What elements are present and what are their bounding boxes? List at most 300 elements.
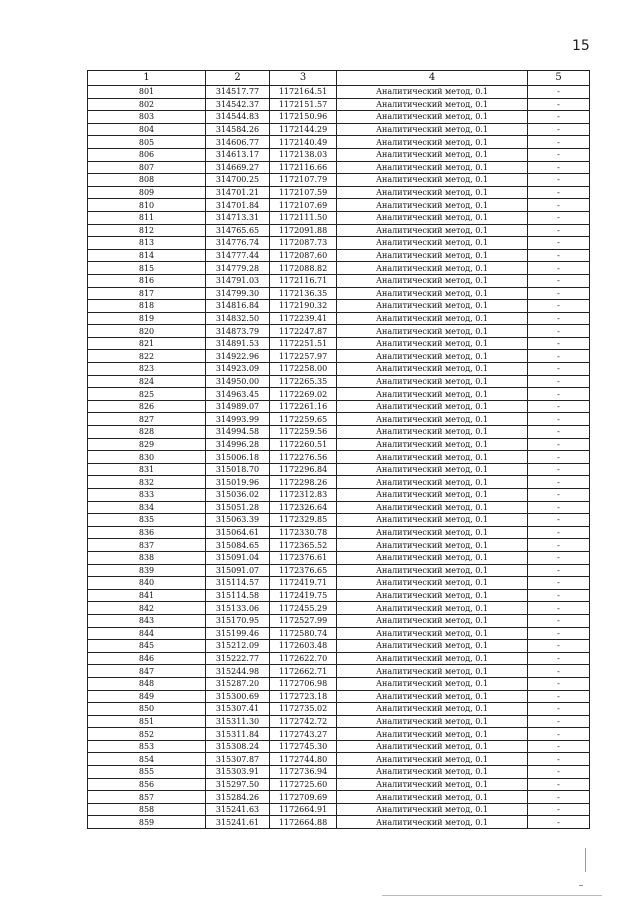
x-coordinate-cell: 314700.25: [206, 174, 270, 187]
note-cell: -: [528, 262, 590, 275]
note-cell: -: [528, 539, 590, 552]
note-cell: -: [528, 514, 590, 527]
y-coordinate-cell: 1172136.35: [270, 287, 337, 300]
point-number-cell: 851: [88, 715, 206, 728]
y-coordinate-cell: 1172742.72: [270, 715, 337, 728]
method-cell: Аналитический метод, 0.1: [337, 665, 528, 678]
x-coordinate-cell: 315212.09: [206, 640, 270, 653]
table-row: [88, 161, 590, 174]
point-number-cell: 829: [88, 438, 206, 451]
method-cell: Аналитический метод, 0.1: [337, 300, 528, 313]
y-coordinate-cell: 1172725.60: [270, 778, 337, 791]
y-coordinate-cell: 1172116.66: [270, 161, 337, 174]
y-coordinate-cell: 1172735.02: [270, 703, 337, 716]
method-cell: Аналитический метод, 0.1: [337, 816, 528, 829]
x-coordinate-cell: 315114.58: [206, 589, 270, 602]
point-number-cell: 819: [88, 312, 206, 325]
y-coordinate-cell: 1172527.99: [270, 614, 337, 627]
x-coordinate-cell: 314584.26: [206, 123, 270, 136]
y-coordinate-cell: 1172251.51: [270, 337, 337, 350]
method-cell: Аналитический метод, 0.1: [337, 652, 528, 665]
note-cell: -: [528, 249, 590, 262]
table-header: [88, 71, 590, 86]
y-coordinate-cell: 1172116.71: [270, 274, 337, 287]
scan-mark-dot: [579, 885, 583, 886]
table-row: [88, 136, 590, 149]
table-row: [88, 602, 590, 615]
note-cell: -: [528, 766, 590, 779]
point-number-cell: 843: [88, 614, 206, 627]
point-number-cell: 805: [88, 136, 206, 149]
note-cell: -: [528, 375, 590, 388]
note-cell: -: [528, 791, 590, 804]
x-coordinate-cell: 315307.41: [206, 703, 270, 716]
x-coordinate-cell: 315051.28: [206, 501, 270, 514]
table-row: [88, 388, 590, 401]
point-number-cell: 855: [88, 766, 206, 779]
note-cell: -: [528, 98, 590, 111]
note-cell: -: [528, 602, 590, 615]
point-number-cell: 803: [88, 111, 206, 124]
x-coordinate-cell: 314832.50: [206, 312, 270, 325]
x-coordinate-cell: 314713.31: [206, 211, 270, 224]
y-coordinate-cell: 1172107.59: [270, 186, 337, 199]
y-coordinate-cell: 1172087.73: [270, 237, 337, 250]
y-coordinate-cell: 1172709.69: [270, 791, 337, 804]
table-row: [88, 438, 590, 451]
x-coordinate-cell: 315018.70: [206, 463, 270, 476]
y-coordinate-cell: 1172269.02: [270, 388, 337, 401]
method-cell: Аналитический метод, 0.1: [337, 211, 528, 224]
table-row: [88, 690, 590, 703]
point-number-cell: 853: [88, 740, 206, 753]
note-cell: -: [528, 463, 590, 476]
method-cell: Аналитический метод, 0.1: [337, 589, 528, 602]
x-coordinate-cell: 314989.07: [206, 400, 270, 413]
point-number-cell: 836: [88, 526, 206, 539]
method-cell: Аналитический метод, 0.1: [337, 690, 528, 703]
table-row: [88, 463, 590, 476]
method-cell: Аналитический метод, 0.1: [337, 677, 528, 690]
table-row: [88, 677, 590, 690]
y-coordinate-cell: 1172745.30: [270, 740, 337, 753]
note-cell: -: [528, 86, 590, 99]
table-row: [88, 489, 590, 502]
method-cell: Аналитический метод, 0.1: [337, 463, 528, 476]
table-row: [88, 98, 590, 111]
table-row: [88, 224, 590, 237]
method-cell: Аналитический метод, 0.1: [337, 363, 528, 376]
x-coordinate-cell: 314891.53: [206, 337, 270, 350]
method-cell: Аналитический метод, 0.1: [337, 740, 528, 753]
point-number-cell: 815: [88, 262, 206, 275]
method-cell: Аналитический метод, 0.1: [337, 564, 528, 577]
method-cell: Аналитический метод, 0.1: [337, 514, 528, 527]
x-coordinate-cell: 314542.37: [206, 98, 270, 111]
y-coordinate-cell: 1172239.41: [270, 312, 337, 325]
y-coordinate-cell: 1172419.71: [270, 577, 337, 590]
x-coordinate-cell: 314701.21: [206, 186, 270, 199]
x-coordinate-cell: 315287.20: [206, 677, 270, 690]
table-row: [88, 539, 590, 552]
table-row: [88, 325, 590, 338]
table-row: [88, 526, 590, 539]
y-coordinate-cell: 1172190.32: [270, 300, 337, 313]
y-coordinate-cell: 1172247.87: [270, 325, 337, 338]
y-coordinate-cell: 1172150.96: [270, 111, 337, 124]
y-coordinate-cell: 1172261.16: [270, 400, 337, 413]
method-cell: Аналитический метод, 0.1: [337, 136, 528, 149]
y-coordinate-cell: 1172107.79: [270, 174, 337, 187]
point-number-cell: 838: [88, 551, 206, 564]
note-cell: -: [528, 136, 590, 149]
y-coordinate-cell: 1172296.84: [270, 463, 337, 476]
method-cell: Аналитический метод, 0.1: [337, 791, 528, 804]
point-number-cell: 831: [88, 463, 206, 476]
table-row: [88, 728, 590, 741]
note-cell: -: [528, 728, 590, 741]
y-coordinate-cell: 1172603.48: [270, 640, 337, 653]
y-coordinate-cell: 1172151.57: [270, 98, 337, 111]
y-coordinate-cell: 1172365.52: [270, 539, 337, 552]
table-row: [88, 551, 590, 564]
table-row: [88, 766, 590, 779]
x-coordinate-cell: 315284.26: [206, 791, 270, 804]
method-cell: Аналитический метод, 0.1: [337, 753, 528, 766]
point-number-cell: 859: [88, 816, 206, 829]
method-cell: Аналитический метод, 0.1: [337, 174, 528, 187]
point-number-cell: 804: [88, 123, 206, 136]
method-cell: Аналитический метод, 0.1: [337, 337, 528, 350]
x-coordinate-cell: 315006.18: [206, 451, 270, 464]
table-row: [88, 778, 590, 791]
method-cell: Аналитический метод, 0.1: [337, 287, 528, 300]
point-number-cell: 824: [88, 375, 206, 388]
note-cell: -: [528, 426, 590, 439]
x-coordinate-cell: 315222.77: [206, 652, 270, 665]
point-number-cell: 802: [88, 98, 206, 111]
table-row: [88, 287, 590, 300]
table-row: [88, 514, 590, 527]
note-cell: -: [528, 325, 590, 338]
point-number-cell: 840: [88, 577, 206, 590]
x-coordinate-cell: 315311.84: [206, 728, 270, 741]
y-coordinate-cell: 1172329.85: [270, 514, 337, 527]
method-cell: Аналитический метод, 0.1: [337, 148, 528, 161]
y-coordinate-cell: 1172326.64: [270, 501, 337, 514]
point-number-cell: 827: [88, 413, 206, 426]
header-row: [88, 71, 590, 86]
point-number-cell: 842: [88, 602, 206, 615]
point-number-cell: 821: [88, 337, 206, 350]
x-coordinate-cell: 315084.65: [206, 539, 270, 552]
note-cell: -: [528, 237, 590, 250]
y-coordinate-cell: 1172455.29: [270, 602, 337, 615]
coordinates-table-container: [87, 70, 589, 829]
method-cell: Аналитический метод, 0.1: [337, 350, 528, 363]
table-row: [88, 300, 590, 313]
y-coordinate-cell: 1172258.00: [270, 363, 337, 376]
note-cell: -: [528, 400, 590, 413]
x-coordinate-cell: 314765.65: [206, 224, 270, 237]
point-number-cell: 844: [88, 627, 206, 640]
method-cell: Аналитический метод, 0.1: [337, 199, 528, 212]
point-number-cell: 820: [88, 325, 206, 338]
table-row: [88, 816, 590, 829]
table-row: [88, 312, 590, 325]
method-cell: Аналитический метод, 0.1: [337, 123, 528, 136]
y-coordinate-cell: 1172088.82: [270, 262, 337, 275]
header-col-3: 3: [270, 71, 337, 86]
y-coordinate-cell: 1172257.97: [270, 350, 337, 363]
x-coordinate-cell: 314517.77: [206, 86, 270, 99]
note-cell: -: [528, 627, 590, 640]
point-number-cell: 845: [88, 640, 206, 653]
x-coordinate-cell: 315133.06: [206, 602, 270, 615]
point-number-cell: 858: [88, 803, 206, 816]
note-cell: -: [528, 123, 590, 136]
x-coordinate-cell: 315019.96: [206, 476, 270, 489]
method-cell: Аналитический метод, 0.1: [337, 249, 528, 262]
note-cell: -: [528, 312, 590, 325]
method-cell: Аналитический метод, 0.1: [337, 375, 528, 388]
y-coordinate-cell: 1172330.78: [270, 526, 337, 539]
table-row: [88, 740, 590, 753]
table-row: [88, 753, 590, 766]
note-cell: -: [528, 677, 590, 690]
x-coordinate-cell: 314776.74: [206, 237, 270, 250]
method-cell: Аналитический метод, 0.1: [337, 388, 528, 401]
y-coordinate-cell: 1172376.65: [270, 564, 337, 577]
note-cell: -: [528, 413, 590, 426]
x-coordinate-cell: 315199.46: [206, 627, 270, 640]
note-cell: -: [528, 577, 590, 590]
y-coordinate-cell: 1172622.70: [270, 652, 337, 665]
x-coordinate-cell: 314873.79: [206, 325, 270, 338]
table-row: [88, 715, 590, 728]
table-row: [88, 614, 590, 627]
y-coordinate-cell: 1172138.03: [270, 148, 337, 161]
method-cell: Аналитический метод, 0.1: [337, 627, 528, 640]
y-coordinate-cell: 1172140.49: [270, 136, 337, 149]
method-cell: Аналитический метод, 0.1: [337, 778, 528, 791]
point-number-cell: 846: [88, 652, 206, 665]
y-coordinate-cell: 1172107.69: [270, 199, 337, 212]
method-cell: Аналитический метод, 0.1: [337, 715, 528, 728]
x-coordinate-cell: 315297.50: [206, 778, 270, 791]
y-coordinate-cell: 1172664.88: [270, 816, 337, 829]
table-row: [88, 274, 590, 287]
method-cell: Аналитический метод, 0.1: [337, 438, 528, 451]
y-coordinate-cell: 1172144.29: [270, 123, 337, 136]
method-cell: Аналитический метод, 0.1: [337, 640, 528, 653]
x-coordinate-cell: 314963.45: [206, 388, 270, 401]
method-cell: Аналитический метод, 0.1: [337, 325, 528, 338]
x-coordinate-cell: 314994.58: [206, 426, 270, 439]
method-cell: Аналитический метод, 0.1: [337, 451, 528, 464]
coordinates-table: [87, 70, 590, 829]
point-number-cell: 850: [88, 703, 206, 716]
table-row: [88, 640, 590, 653]
table-row: [88, 564, 590, 577]
x-coordinate-cell: 314544.83: [206, 111, 270, 124]
y-coordinate-cell: 1172743.27: [270, 728, 337, 741]
note-cell: -: [528, 778, 590, 791]
header-col-1: 1: [88, 71, 206, 86]
x-coordinate-cell: 314777.44: [206, 249, 270, 262]
x-coordinate-cell: 314996.28: [206, 438, 270, 451]
x-coordinate-cell: 314922.96: [206, 350, 270, 363]
y-coordinate-cell: 1172298.26: [270, 476, 337, 489]
table-row: [88, 703, 590, 716]
method-cell: Аналитический метод, 0.1: [337, 728, 528, 741]
header-col-2: 2: [206, 71, 270, 86]
scan-mark-line: [382, 895, 602, 896]
note-cell: -: [528, 111, 590, 124]
x-coordinate-cell: 314791.03: [206, 274, 270, 287]
note-cell: -: [528, 363, 590, 376]
table-row: [88, 123, 590, 136]
note-cell: -: [528, 388, 590, 401]
x-coordinate-cell: 314816.84: [206, 300, 270, 313]
point-number-cell: 856: [88, 778, 206, 791]
method-cell: Аналитический метод, 0.1: [337, 489, 528, 502]
x-coordinate-cell: 315091.07: [206, 564, 270, 577]
method-cell: Аналитический метод, 0.1: [337, 98, 528, 111]
point-number-cell: 835: [88, 514, 206, 527]
method-cell: Аналитический метод, 0.1: [337, 577, 528, 590]
point-number-cell: 826: [88, 400, 206, 413]
y-coordinate-cell: 1172312.83: [270, 489, 337, 502]
table-row: [88, 350, 590, 363]
x-coordinate-cell: 315064.61: [206, 526, 270, 539]
y-coordinate-cell: 1172744.80: [270, 753, 337, 766]
note-cell: -: [528, 148, 590, 161]
note-cell: -: [528, 564, 590, 577]
note-cell: -: [528, 337, 590, 350]
point-number-cell: 816: [88, 274, 206, 287]
note-cell: -: [528, 438, 590, 451]
note-cell: -: [528, 224, 590, 237]
x-coordinate-cell: 315241.63: [206, 803, 270, 816]
note-cell: -: [528, 211, 590, 224]
table-row: [88, 451, 590, 464]
method-cell: Аналитический метод, 0.1: [337, 186, 528, 199]
x-coordinate-cell: 315170.95: [206, 614, 270, 627]
point-number-cell: 817: [88, 287, 206, 300]
method-cell: Аналитический метод, 0.1: [337, 803, 528, 816]
x-coordinate-cell: 314799.30: [206, 287, 270, 300]
method-cell: Аналитический метод, 0.1: [337, 161, 528, 174]
note-cell: -: [528, 489, 590, 502]
point-number-cell: 807: [88, 161, 206, 174]
y-coordinate-cell: 1172706.98: [270, 677, 337, 690]
point-number-cell: 818: [88, 300, 206, 313]
table-row: [88, 791, 590, 804]
point-number-cell: 849: [88, 690, 206, 703]
x-coordinate-cell: 315241.61: [206, 816, 270, 829]
method-cell: Аналитический метод, 0.1: [337, 86, 528, 99]
x-coordinate-cell: 314993.99: [206, 413, 270, 426]
point-number-cell: 814: [88, 249, 206, 262]
method-cell: Аналитический метод, 0.1: [337, 312, 528, 325]
y-coordinate-cell: 1172260.51: [270, 438, 337, 451]
note-cell: -: [528, 287, 590, 300]
note-cell: -: [528, 551, 590, 564]
note-cell: -: [528, 350, 590, 363]
table-row: [88, 211, 590, 224]
y-coordinate-cell: 1172662.71: [270, 665, 337, 678]
y-coordinate-cell: 1172259.65: [270, 413, 337, 426]
x-coordinate-cell: 314779.28: [206, 262, 270, 275]
x-coordinate-cell: 315244.98: [206, 665, 270, 678]
method-cell: Аналитический метод, 0.1: [337, 766, 528, 779]
table-row: [88, 803, 590, 816]
y-coordinate-cell: 1172376.61: [270, 551, 337, 564]
scan-mark-vertical: [585, 848, 586, 872]
method-cell: Аналитический метод, 0.1: [337, 274, 528, 287]
x-coordinate-cell: 315303.91: [206, 766, 270, 779]
x-coordinate-cell: 315091.04: [206, 551, 270, 564]
point-number-cell: 833: [88, 489, 206, 502]
point-number-cell: 801: [88, 86, 206, 99]
method-cell: Аналитический метод, 0.1: [337, 413, 528, 426]
table-body: [88, 86, 590, 829]
point-number-cell: 812: [88, 224, 206, 237]
note-cell: -: [528, 715, 590, 728]
y-coordinate-cell: 1172664.91: [270, 803, 337, 816]
x-coordinate-cell: 314606.77: [206, 136, 270, 149]
note-cell: -: [528, 174, 590, 187]
method-cell: Аналитический метод, 0.1: [337, 614, 528, 627]
x-coordinate-cell: 315036.02: [206, 489, 270, 502]
method-cell: Аналитический метод, 0.1: [337, 426, 528, 439]
note-cell: -: [528, 526, 590, 539]
table-row: [88, 249, 590, 262]
y-coordinate-cell: 1172087.60: [270, 249, 337, 262]
point-number-cell: 810: [88, 199, 206, 212]
y-coordinate-cell: 1172736.94: [270, 766, 337, 779]
table-row: [88, 577, 590, 590]
method-cell: Аналитический метод, 0.1: [337, 237, 528, 250]
y-coordinate-cell: 1172723.18: [270, 690, 337, 703]
table-row: [88, 111, 590, 124]
x-coordinate-cell: 314923.09: [206, 363, 270, 376]
y-coordinate-cell: 1172580.74: [270, 627, 337, 640]
x-coordinate-cell: 315300.69: [206, 690, 270, 703]
method-cell: Аналитический метод, 0.1: [337, 501, 528, 514]
table-row: [88, 589, 590, 602]
note-cell: -: [528, 640, 590, 653]
table-row: [88, 186, 590, 199]
table-row: [88, 627, 590, 640]
note-cell: -: [528, 589, 590, 602]
table-row: [88, 262, 590, 275]
method-cell: Аналитический метод, 0.1: [337, 111, 528, 124]
point-number-cell: 837: [88, 539, 206, 552]
note-cell: -: [528, 274, 590, 287]
method-cell: Аналитический метод, 0.1: [337, 703, 528, 716]
note-cell: -: [528, 476, 590, 489]
point-number-cell: 808: [88, 174, 206, 187]
table-row: [88, 652, 590, 665]
table-row: [88, 375, 590, 388]
point-number-cell: 854: [88, 753, 206, 766]
y-coordinate-cell: 1172091.88: [270, 224, 337, 237]
table-row: [88, 337, 590, 350]
x-coordinate-cell: 315307.87: [206, 753, 270, 766]
table-row: [88, 426, 590, 439]
